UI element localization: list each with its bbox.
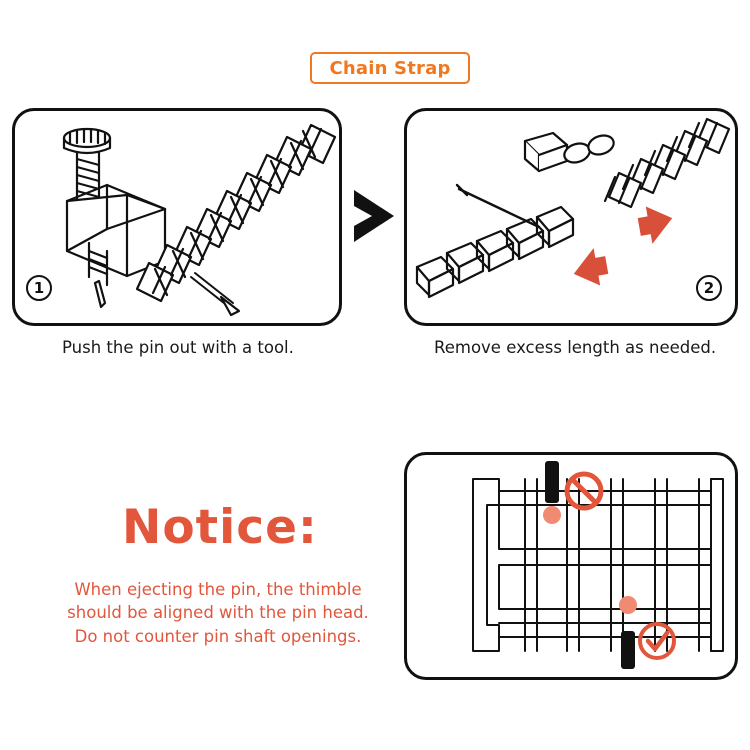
step-1-number: 1	[33, 279, 45, 297]
step-1-panel	[12, 108, 342, 326]
step-2-number: 2	[703, 279, 715, 297]
step-2-illustration	[407, 111, 735, 323]
step-2-number-badge	[696, 275, 722, 301]
step-2-panel	[404, 108, 738, 326]
step-2-caption: Remove excess length as needed.	[434, 338, 717, 357]
notice-body	[48, 578, 388, 648]
notice-heading: Notice:	[122, 500, 318, 555]
step-1-illustration	[15, 111, 339, 323]
right-arrow-icon	[352, 186, 398, 246]
notice-line-3: Do not counter pin shaft openings.	[74, 626, 362, 646]
step-1-number-badge	[26, 275, 52, 301]
notice-line-2: should be aligned with the pin head.	[67, 603, 369, 623]
chain-strap-title-badge	[310, 52, 470, 84]
notice-diagram-panel	[404, 452, 738, 680]
page-title: Chain Strap	[329, 57, 451, 79]
notice-line-1: When ejecting the pin, the thimble	[74, 580, 362, 599]
step-1-caption: Push the pin out with a tool.	[62, 338, 294, 357]
pin-alignment-illustration	[407, 455, 735, 677]
